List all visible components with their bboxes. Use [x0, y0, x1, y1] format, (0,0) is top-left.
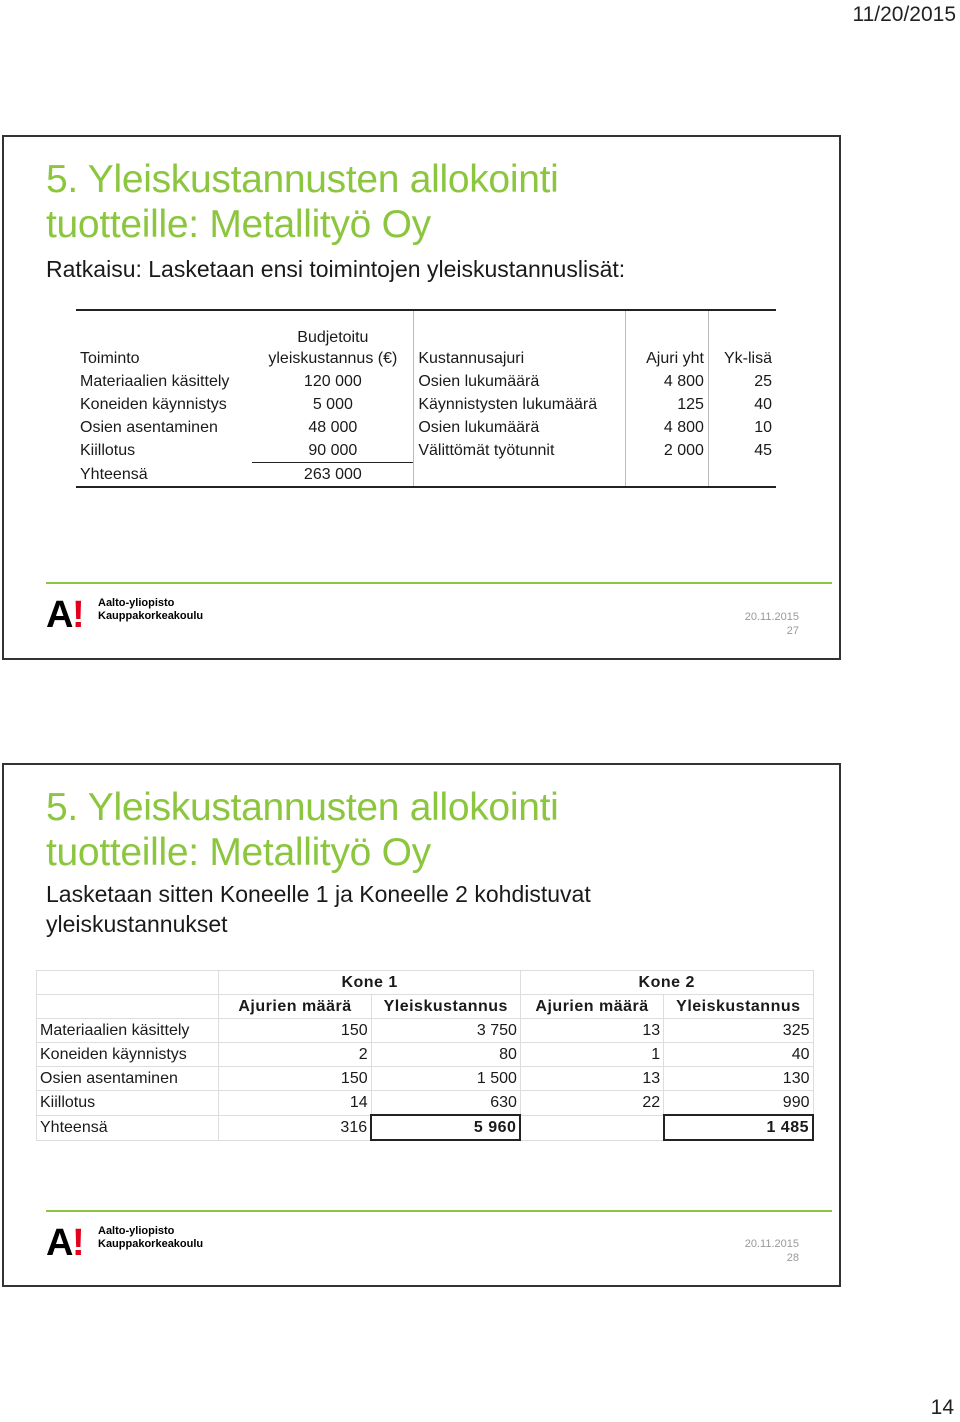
col-header-overhead-k2: Yleiskustannus: [664, 995, 813, 1019]
logo-exclamation-glyph: !: [72, 594, 85, 636]
group-header-kone2: Kone 2: [520, 971, 813, 995]
col-header-driver-total: Ajuri yht: [626, 310, 709, 370]
slide-title: 5. Yleiskustannusten allokointi tuotteille: Metallityö Oy: [46, 158, 559, 246]
slide-27: [2, 135, 841, 660]
total-overhead-kone2: 1 485: [664, 1115, 813, 1140]
col-header-overhead-k1: Yleiskustannus: [371, 995, 520, 1019]
table-header-row: [76, 310, 776, 370]
logo-a-glyph: A: [46, 594, 74, 636]
logo-a-glyph: A: [46, 1222, 74, 1264]
col-header-activity: Toiminto: [80, 350, 140, 367]
table-header-row: [37, 995, 814, 1019]
slide-subtitle: Ratkaisu: Lasketaan ensi toimintojen yleiskustannuslisät:: [46, 256, 626, 282]
machine-overhead-table: [36, 970, 814, 1141]
col-header-driver: Kustannusajuri: [414, 310, 626, 370]
slide-28: [2, 763, 841, 1287]
slide-date: 20.11.2015: [744, 1238, 799, 1250]
col-header-drivers-k1: Ajurien määrä: [219, 995, 371, 1019]
table-row: Kiillotus 14 630 22 990: [37, 1091, 814, 1116]
slide-number: 28: [786, 1252, 799, 1264]
col-header-budget: Budjetoitu yleiskustannus (€): [252, 310, 413, 370]
footer-divider: [46, 582, 832, 584]
page-number: 14: [930, 1396, 954, 1419]
table-row: Koneiden käynnistys 2 80 1 40: [37, 1043, 814, 1067]
slide-title: 5. Yleiskustannusten allokointi tuotteille: Metallityö Oy: [46, 786, 559, 874]
table-total-row: Yhteensä 316 5 960 1 485: [37, 1115, 814, 1140]
aalto-logo: A ! Aalto-yliopisto Kauppakorkeakoulu: [46, 594, 204, 636]
group-header-kone1: Kone 1: [219, 971, 521, 995]
slide-number: 27: [786, 625, 799, 637]
overhead-rate-table: [76, 309, 776, 488]
total-overhead-kone1: 5 960: [371, 1115, 520, 1140]
logo-exclamation-glyph: !: [72, 1222, 85, 1264]
table-row: Materiaalien käsittely 150 3 750 13 325: [37, 1019, 814, 1043]
table-group-header-row: [37, 971, 814, 995]
col-header-drivers-k2: Ajurien määrä: [520, 995, 663, 1019]
slide-date: 20.11.2015: [744, 611, 799, 623]
table-row: Osien asentaminen 150 1 500 13 130: [37, 1067, 814, 1091]
col-header-rate: Yk-lisä: [723, 350, 772, 367]
table-row: Kiillotus 90 000 Välittömät työtunnit 2 000 45: [76, 439, 776, 463]
table-total-row: Yhteensä 263 000: [76, 463, 776, 488]
footer-divider: [46, 1210, 832, 1212]
aalto-logo: A ! Aalto-yliopisto Kauppakorkeakoulu: [46, 1222, 204, 1264]
table-row: Osien asentaminen 48 000 Osien lukumäärä 4 800 10: [76, 416, 776, 439]
table-row: Koneiden käynnistys 5 000 Käynnistysten lukumäärä 125 40: [76, 393, 776, 416]
print-date: 11/20/2015: [852, 3, 956, 26]
table-row: Materiaalien käsittely 120 000 Osien lukumäärä 4 800 25: [76, 370, 776, 393]
slide-subtitle: Lasketaan sitten Koneelle 1 ja Koneelle 2 kohdistuvat yleiskustannukset: [46, 881, 591, 937]
